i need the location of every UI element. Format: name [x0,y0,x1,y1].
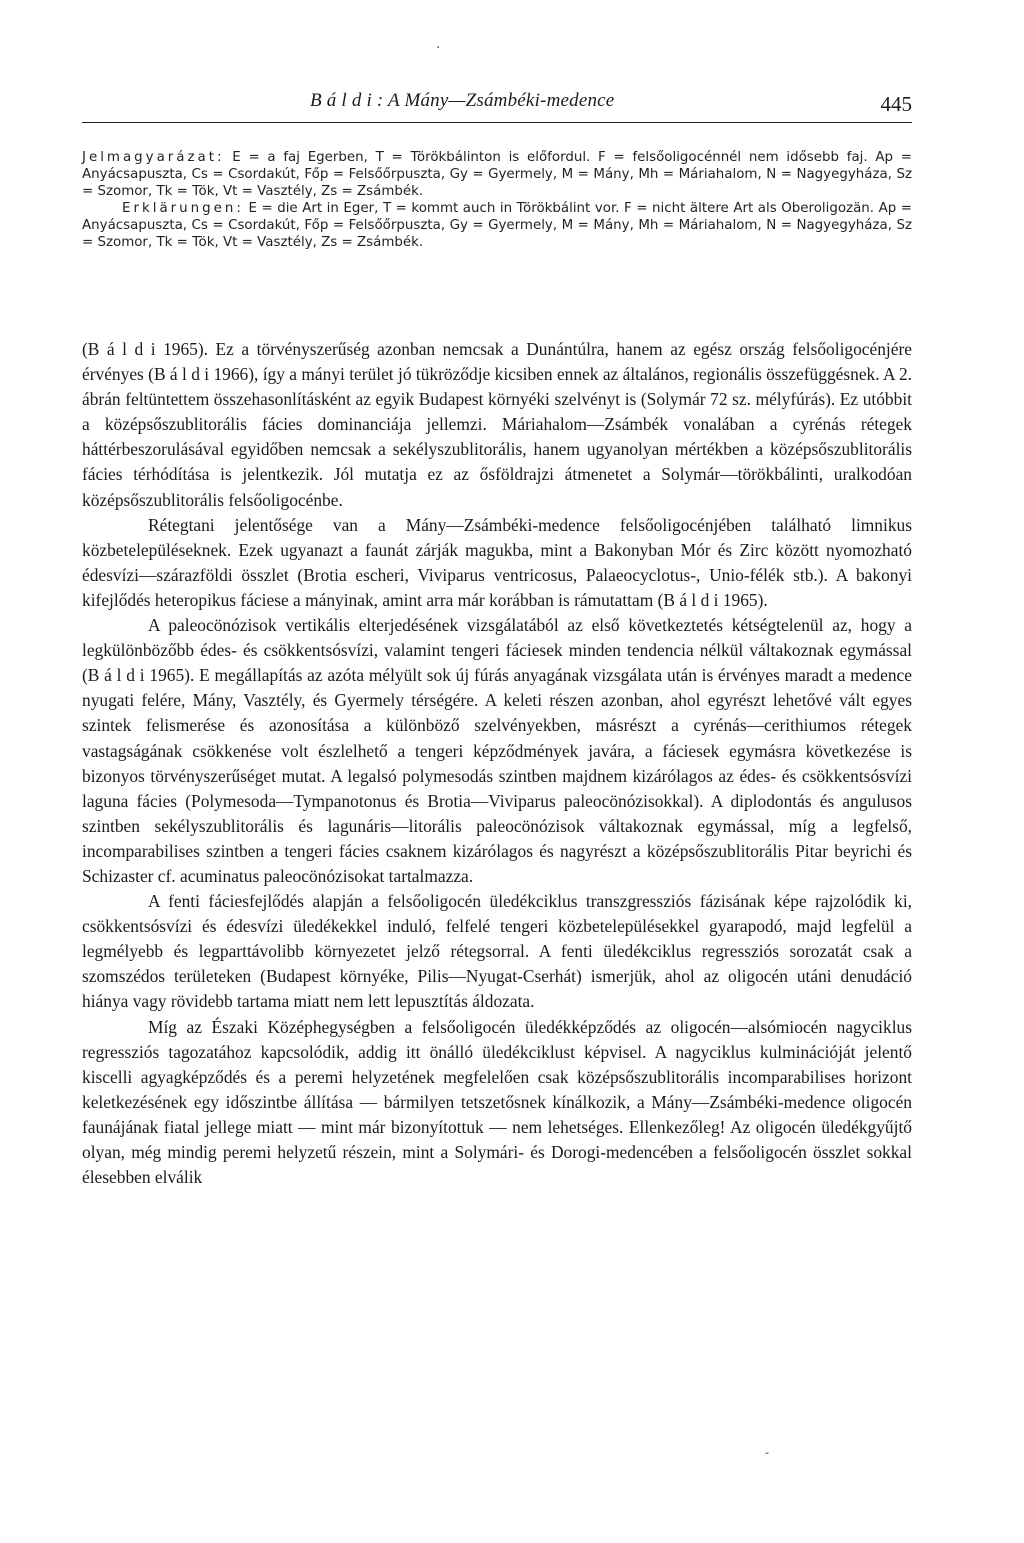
paragraph-2: Rétegtani jelentősége van a Mány—Zsámbéki-medence felsőoligocénjében található limnikus közbetelepüléseknek. Ezek ugyanazt a faunát zárják magukba, mint a Bakonyban Mór és Zirc között nyomozható édesvízi—szárazföldi összlet (Brotia escheri, Viviparus ventricosus, Palaeocyclotus-, Unio-félék stb.). A bakonyi kifejlődés heteropikus fáciese a mányinak, amint arra már korábban is rámutattam (B á l d i 1965). [82,514,912,610]
paragraph-1: (B á l d i 1965). Ez a törvényszerűség azonban nemcsak a Dunántúlra, hanem az egész ország felsőoligocénjére érvényes (B á l d i 1966), így a mányi terület jó tükröződje kicsiben ennek az általános, regionális összefüggésnek. A 2. ábrán feltüntettem összehasonlításként az egyik Budapest környéki szelvényt is (Solymár 72 sz. mélyfúrás). Ez utóbbit a középsőszublitorális fácies dominanciája jellemzi. Máriahalom—Zsámbék vonalában a cyrénás rétegek háttérbeszorulásával egyidőben nemcsak a sekélyszublitorális, hanem ugyanolyan mértékben a középsőszublitorális fácies térhódítása is jelentkezik. Jól mutatja ez az ősföldrajzi átmenetet a Solymár—törökbálinti, uralkodóan középsőszublitorális felsőoligocénbe. [82,339,912,510]
paragraph-3: A paleocönózisok vertikális elterjedésének vizsgálatából az első következtetés kétségtelenül az, hogy a legkülönbözőbb édes- és csökkentsósvízi, valamint tengeri fáciesek minden tendencia nélkül váltakoznak egymással (B á l d i 1965). E megállapítás az azóta mélyült sok új fúrás anyagának vizsgálata után is érvényes maradt a medence nyugati felére, Mány, Vasztély, és Gyermely térségére. A keleti részen azonban, ahol egyrészt lehetővé vált egyes szintek felismerése és azonosítása a különböző szelvényekben, másrészt a cyrénás—cerithiumos rétegek vastagságának csökkenése volt észlelhető a tengeri képződmények javára, a fáciesek egymásra következése is bizonyos törvényszerűséget mutat. A legalsó polymesodás szintben majdnem kizárólagos az édes- és csökkentsósvízi laguna fácies (Polymesoda—Tympanotonus és Brotia—Viviparus paleocönózisokkal). A diplodontás és angulusos szintben sekélyszublitorális és lagunáris—litorális paleocönózisok váltakoznak egymással, míg a legfelső, incomparabilises szintben a tengeri fácies csaknem kizárólagos és nagyrészt a középsőszublitorális Pitar beyrichi és Schizaster cf. acuminatus paleocönózisokat tartalmazza. [82,615,912,886]
legend-german-label: Erklärungen: [122,201,244,217]
page-number: 445 [880,92,912,116]
figure-legend [82,149,912,252]
scan-speck: · [436,40,441,56]
legend-german-text: E = die Art in Eger, T = kommt auch in Törökbálint vor. F = nicht ältere Art als Oberoligozän. Ap = Anyácsapuszta, Cs = Csordakút, Főp = Felsőőrpuszta, Gy = Gyermely, M = Mány, Mh = Máriahalom, N = Nagyegyháza, Sz = Szomor, Tk = Tök, Vt = Vasztély, Zs = Zsámbék. [82,201,912,251]
body-text [82,337,912,1190]
legend-hungarian-label: Jelmagyarázat: [82,150,225,165]
running-title: B á l d i : A Mány—Zsámbéki-medence [310,90,615,111]
legend-german [82,200,912,251]
legend-hungarian-text: E = a faj Egerben, T = Törökbálinton is előfordul. F = felsőoligocénnél nem idősebb faj. Ap = Anyácsapuszta, Cs = Csordakút, Főp = Felsőőrpuszta, Gy = Gyermely, M = Mány, Mh = Máriahalom, N = Nagyegyháza, Sz = Szomor, Tk = Tök, Vt = Vasztély, Zs = Zsámbék. [82,150,912,200]
page-header [82,88,912,123]
scan-mark: ˊ [756,1449,771,1467]
paragraph-4: A fenti fáciesfejlődés alapján a felsőoligocén üledékciklus transzgressziós fázisának képe rajzolódik ki, csökkentsósvízi és édesvízi üledékekkel induló, felfelé tengeri közbetelepülésekkel gyarapodó, majd legfelül a legmélyebb és legparttávolibb környezetet jelző rétegsorral. A fenti üledékciklus regressziós sorozatát csak a szomszédos területeken (Budapest környéke, Pilis—Nyugat-Cserhát) ismerjük, ahol az oligocén utáni denudáció hiánya vagy rövidebb tartama miatt nem lett lepusztítás áldozata. [82,891,912,1012]
paragraph-5: Míg az Északi Középhegységben a felsőoligocén üledékképződés az oligocén—alsómiocén nagyciklus regressziós tagozatához kapcsolódik, addig itt önálló üledékciklust képvisel. A nagyciklus kulminációját jelentő kiscelli agyagképződés és a peremi helyzetének megfelelően csak középsőszublitorális incomparabilises horizont keletkezésének egy időszintbe állítása — bármilyen tetszetősnek kínálkozik, a Mány—Zsámbéki-medence oligocén faunájának fiatal jellege miatt — mint már bizonyítottuk — nem lehetséges. Ellenkezőleg! Az oligocén üledékgyűjtő olyan, még mindig peremi helyzetű részein, mint a Solymári- és Dorogi-medencében a felsőoligocén összlet sokkal élesebben elválik [82,1016,912,1188]
legend-hungarian [82,149,912,200]
